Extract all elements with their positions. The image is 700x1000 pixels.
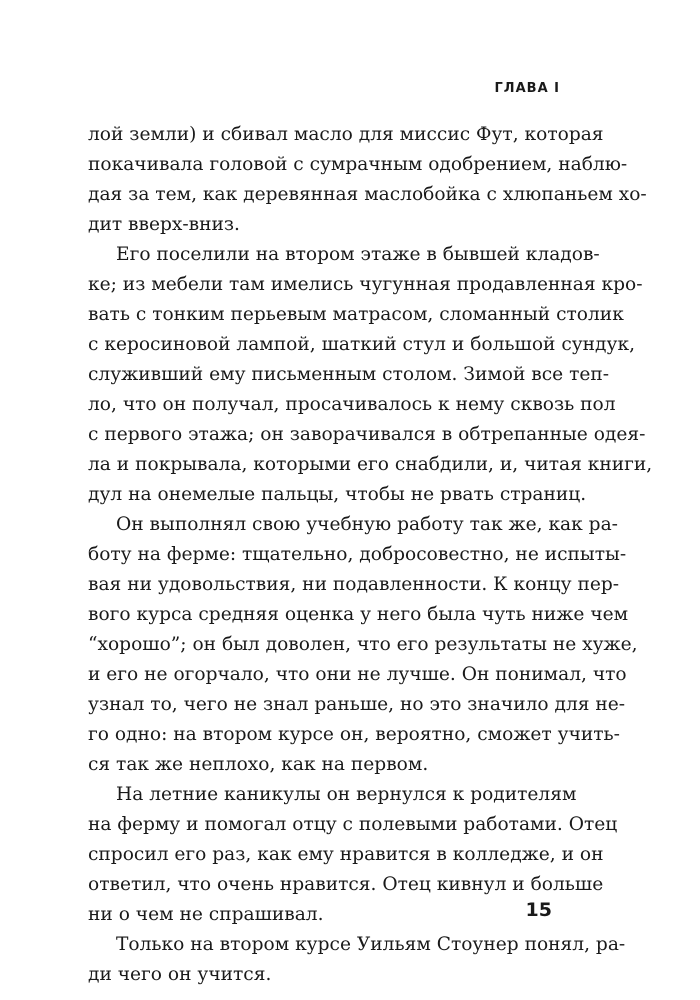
text-line: “хорошо”; он был доволен, что его результаты не хуже, bbox=[88, 634, 638, 655]
text-line: дул на онемелые пальцы, чтобы не рвать страниц. bbox=[88, 484, 587, 505]
text-line: вого курса средняя оценка у него была чуть ниже чем bbox=[88, 604, 629, 625]
text-line: ла и покрывала, которыми его снабдили, и, читая книги, bbox=[88, 454, 653, 475]
text-line: боту на ферме: тщательно, добросовестно, не испыты- bbox=[88, 544, 627, 565]
text-line: лой земли) и сбивал масло для миссис Фут, которая bbox=[88, 124, 604, 145]
text-line: вать с тонким перьевым матрасом, сломанный столик bbox=[88, 304, 624, 325]
running-head: ГЛАВА I bbox=[494, 81, 560, 96]
text-line: дит вверх-вниз. bbox=[88, 214, 240, 235]
text-line: ни о чем не спрашивал. bbox=[88, 904, 324, 925]
text-line: ся так же неплохо, как на первом. bbox=[88, 754, 429, 775]
text-line: с первого этажа; он заворачивался в обтрепанные одея- bbox=[88, 424, 646, 445]
body-text bbox=[88, 120, 653, 990]
text-line: вая ни удовольствия, ни подавленности. К концу пер- bbox=[88, 574, 620, 595]
text-line: Только на втором курсе Уильям Стоунер понял, ра- bbox=[116, 934, 626, 955]
text-line: с керосиновой лампой, шаткий стул и большой сундук, bbox=[88, 334, 635, 355]
text-line: ди чего он учится. bbox=[88, 964, 272, 985]
text-line: На летние каникулы он вернулся к родителям bbox=[116, 784, 577, 805]
text-line: ло, что он получал, просачивалось к нему сквозь пол bbox=[88, 394, 616, 415]
text-line: го одно: на втором курсе он, вероятно, сможет учить- bbox=[88, 724, 620, 745]
text-line: Он выполнял свою учебную работу так же, как ра- bbox=[116, 514, 618, 535]
page-number: 15 bbox=[525, 899, 552, 921]
text-line: дая за тем, как деревянная маслобойка с хлюпаньем хо- bbox=[88, 184, 647, 205]
text-line: служивший ему письменным столом. Зимой все теп- bbox=[88, 364, 610, 385]
text-line: на ферму и помогал отцу с полевыми работами. Отец bbox=[88, 814, 618, 835]
text-line: спросил его раз, как ему нравится в колледже, и он bbox=[88, 844, 604, 865]
text-line: ке; из мебели там имелись чугунная продавленная кро- bbox=[88, 274, 643, 295]
text-line: ответил, что очень нравится. Отец кивнул и больше bbox=[88, 874, 604, 895]
text-line: и его не огорчало, что они не лучше. Он понимал, что bbox=[88, 664, 627, 685]
text-line: узнал то, чего не знал раньше, но это значило для не- bbox=[88, 694, 626, 715]
text-line: Его поселили на втором этаже в бывшей кладов- bbox=[116, 244, 600, 265]
text-line: покачивала головой с сумрачным одобрением, наблю- bbox=[88, 154, 628, 175]
